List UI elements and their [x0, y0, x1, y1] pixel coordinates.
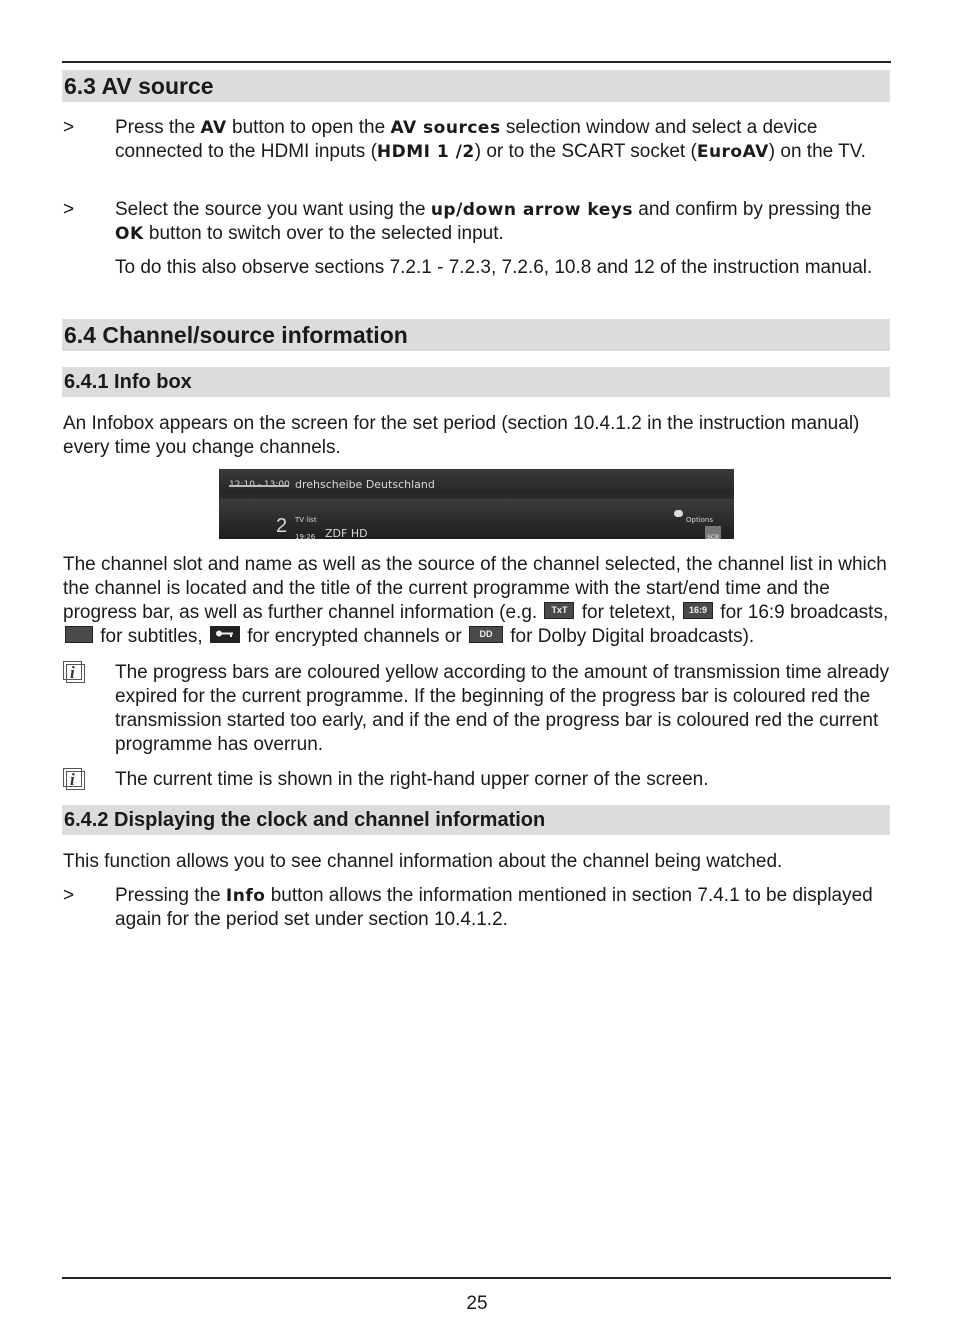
bullet-marker: >: [63, 117, 75, 138]
infobox-description: [63, 553, 889, 649]
infobox-programme-title: drehscheibe Deutschland: [295, 478, 435, 491]
infobox-current-time: 19:26: [295, 533, 316, 539]
observe-sections-note: [63, 256, 889, 304]
infobox-time-underline: [229, 485, 289, 487]
bullet-marker: >: [63, 199, 75, 220]
text-run: The channel slot and name as well as the source of the channel selected, the channel list in which the channel is located and the title of the current programme with the start/end time and the progress bar, as well as further channel information (e.g.: [63, 554, 887, 623]
text-run: Pressing the: [115, 885, 226, 906]
top-rule: [62, 61, 891, 63]
key-av: AV: [200, 118, 227, 138]
note-progress-bars: [63, 661, 889, 757]
text-run: and confirm by pressing the: [633, 199, 872, 220]
infobox-channel-name: ZDF HD: [325, 527, 368, 539]
key-hdmi: HDMI 1 /2: [376, 142, 475, 162]
key-euroav: EuroAV: [696, 142, 769, 162]
text-run: selection window and select a device connected to the HDMI inputs (: [115, 117, 818, 162]
key-info: Info: [225, 886, 266, 906]
svg-text:i: i: [70, 663, 75, 682]
bullet-text: [115, 198, 891, 246]
section-heading-6-4-2: 6.4.2 Displaying the clock and channel information: [62, 805, 890, 835]
options-icon: [674, 510, 683, 517]
text-run: for encrypted channels or: [242, 626, 467, 647]
bullet-text: [115, 116, 891, 164]
widescreen-icon: 16:9: [683, 602, 713, 619]
key-arrows: up/down arrow keys: [430, 200, 633, 220]
text-run: for subtitles,: [95, 626, 208, 647]
dolby-icon: DD: [469, 626, 503, 643]
infobox-intro: An Infobox appears on the screen for the set period (section 10.4.1.2 in the instruction manual) every time you change channels.: [63, 413, 860, 458]
note-text: The progress bars are coloured yellow according to the amount of transmission time already expired for the current programme. If the beginning of the progress bar is coloured red the transmission started too early, and if the end of the progress bar is coloured red the current programme has overrun.: [115, 662, 890, 755]
text-run: for 16:9 broadcasts,: [715, 602, 889, 623]
bullet-info-button: [63, 884, 889, 932]
infobox-channel-list: TV list: [295, 516, 317, 524]
bullet-select-source: [63, 198, 889, 246]
bullet-marker: >: [63, 885, 75, 906]
text-run: ) or to the SCART socket (: [474, 141, 697, 162]
text-run: button allows the information mentioned in section 7.4.1 to be displayed again for the period set under section 10.4.1.2.: [115, 885, 873, 930]
note-current-time: [63, 768, 889, 792]
page-number: 25: [466, 1293, 488, 1314]
teletext-icon: TxT: [544, 602, 574, 619]
observe-text: To do this also observe sections 7.2.1 - 7.2.3, 7.2.6, 10.8 and 12 of the instruction manual.: [115, 257, 873, 278]
note-text: The current time is shown in the right-hand upper corner of the screen.: [115, 769, 709, 790]
svg-text:i: i: [70, 770, 75, 789]
infobox-screenshot: [219, 469, 734, 539]
text-run: ) on the TV.: [768, 141, 866, 162]
subtitles-icon: [65, 626, 93, 643]
infobox-channel-slot: 2: [276, 515, 288, 537]
section-heading-6-4: 6.4 Channel/source information: [62, 319, 890, 351]
info-note-icon: [63, 768, 87, 790]
info-note-icon: [63, 661, 87, 683]
text-run: Select the source you want using the: [115, 199, 431, 220]
section-heading-6-4-1: 6.4.1 Info box: [62, 367, 890, 397]
text-run: for Dolby Digital broadcasts).: [504, 626, 755, 647]
key-icon: [210, 626, 240, 643]
text-run: button to open the: [226, 117, 391, 138]
text-run: for teletext,: [576, 602, 682, 623]
bullet-text: [115, 884, 891, 932]
clock-intro: This function allows you to see channel information about the channel being watched.: [63, 851, 783, 872]
text-run: button to switch over to the selected input.: [143, 223, 504, 244]
text-run: Press the: [115, 117, 201, 138]
infobox-options-label: Options: [686, 516, 714, 524]
infobox-scr-badge: SCR: [705, 526, 721, 539]
key-ok: OK: [115, 224, 144, 244]
section-heading-6-3: 6.3 AV source: [62, 70, 890, 102]
key-av-sources: AV sources: [390, 118, 501, 138]
bottom-rule: [62, 1277, 891, 1279]
bullet-av-button: [63, 116, 889, 188]
